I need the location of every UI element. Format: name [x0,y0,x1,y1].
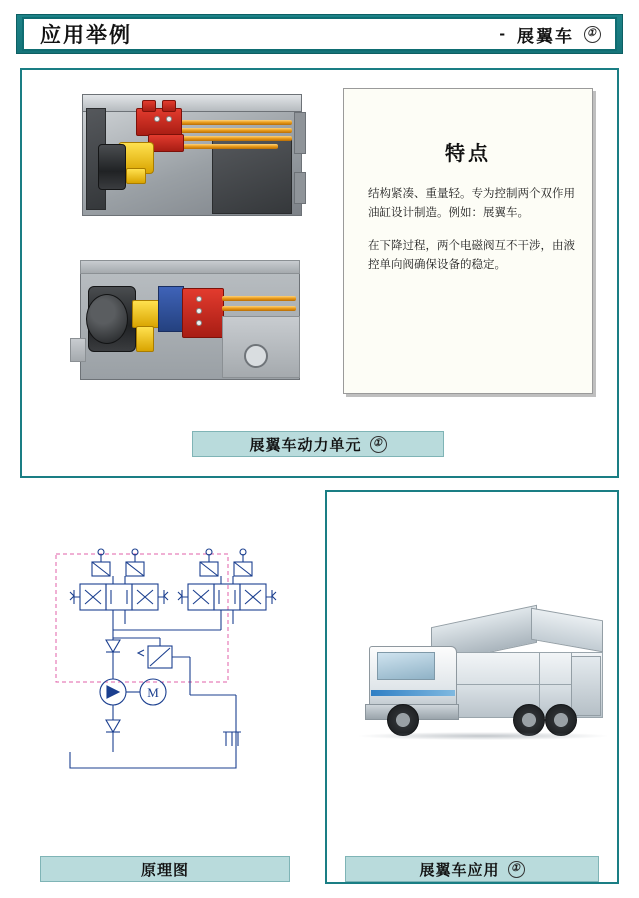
header-title-bar [22,17,617,51]
caption-power-unit [192,431,444,457]
caption-application-marker-icon: ① [508,861,525,878]
header-dash: - [499,24,507,43]
svg-text:M: M [147,685,159,700]
header-subject-group [499,22,601,47]
caption-schematic-label: 原理图 [140,861,189,879]
hydraulic-schematic [30,520,300,840]
header-subject: 展翼车 [517,26,574,46]
page-title: 应用举例 [40,24,132,47]
caption-power-unit-marker-icon: ① [370,436,387,453]
header-marker-icon: ① [584,26,601,43]
truck-photo [335,600,609,775]
caption-power-unit-label: 展翼车动力单元 [249,436,362,454]
power-unit-photo-bottom [62,252,314,400]
features-paragraph-1: 结构紧凑、重量轻。专为控制两个双作用油缸设计制造。例如：展翼车。 [368,188,575,219]
features-paragraph-2: 在下降过程，两个电磁阀互不干涉，由液控单向阀确保设备的稳定。 [368,240,575,271]
features-box [343,88,593,394]
power-unit-photo-top [62,86,314,242]
caption-schematic [40,856,290,882]
caption-application [345,856,599,882]
features-title: 特点 [445,143,491,165]
caption-application-label: 展翼车应用 [419,861,500,879]
